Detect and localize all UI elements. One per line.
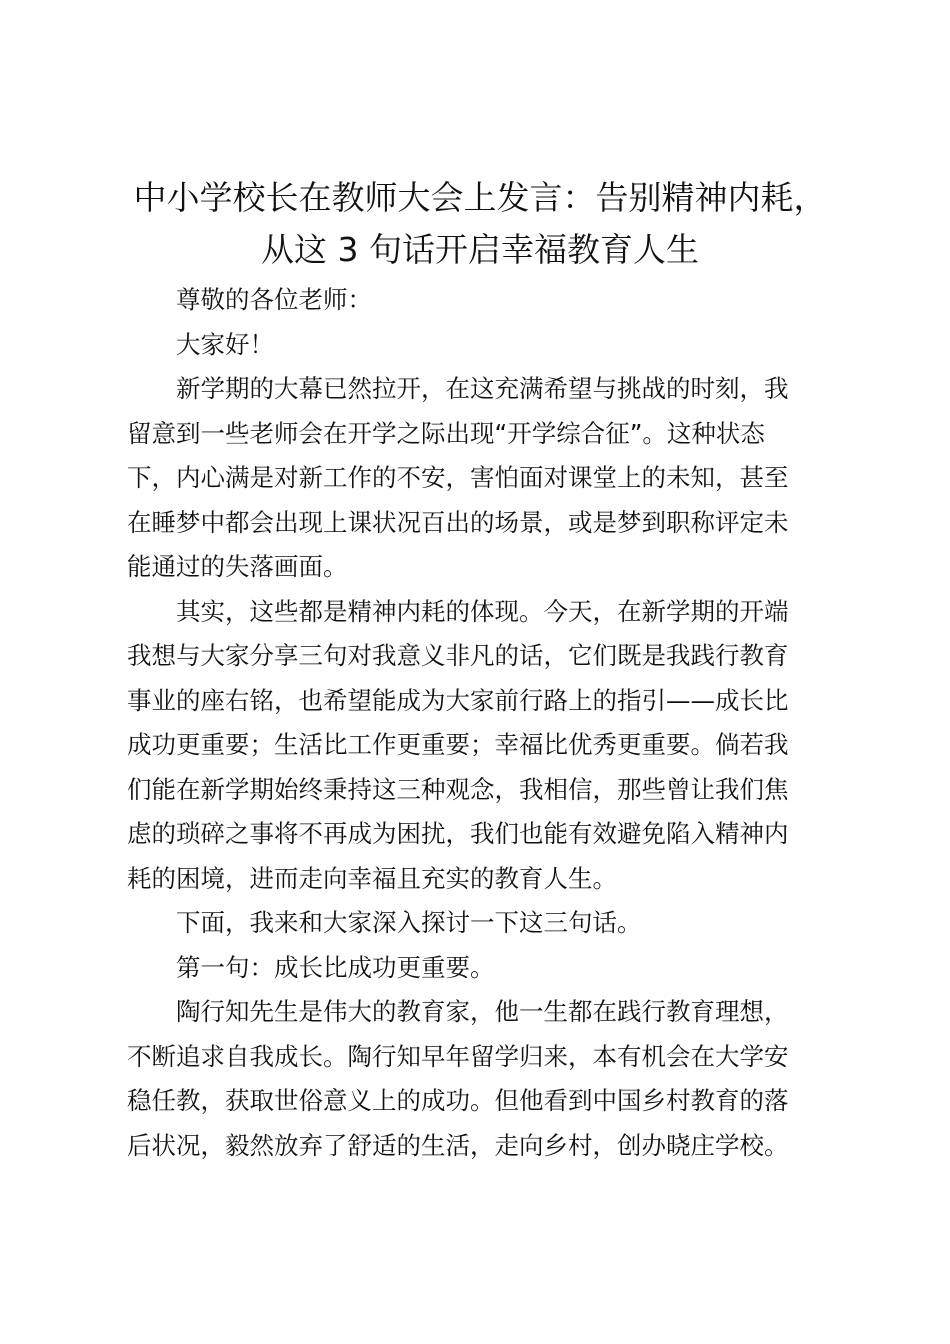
text-line: 后状况，毅然放弃了舒适的生活，走向乡村，创办晓庄学校。	[127, 1130, 789, 1160]
title-line-2: 从这 3 句话开启幸福教育人生	[261, 230, 699, 269]
body-paragraph	[127, 990, 832, 1168]
text-line: 成功更重要；生活比工作更重要；幸福比优秀更重要。倘若我	[127, 730, 789, 759]
title-line-1: 中小学校长在教师大会上发言：告别精神内耗，	[133, 178, 827, 217]
text-line: 下，内心满是对新工作的不安，害怕面对课堂上的未知，甚至	[127, 463, 789, 492]
body-paragraph	[127, 901, 832, 946]
text-line: 我想与大家分享三句对我意义非凡的话，它们既是我践行教育	[127, 641, 789, 670]
text-line: 大家好！	[176, 329, 274, 359]
text-line: 能通过的失落画面。	[127, 552, 348, 581]
text-line: 留意到一些老师会在开学之际出现“开学综合征”。这种状态	[127, 418, 765, 448]
text-line: 稳任教，获取世俗意义上的成功。但他看到中国乡村教育的落	[127, 1086, 789, 1115]
text-line: 陶行知先生是伟大的教育家，他一生都在践行教育理想，	[176, 997, 789, 1026]
text-line: 新学期的大幕已然拉开，在这充满希望与挑战的时刻，我	[176, 374, 789, 403]
text-line: 其实，这些都是精神内耗的体现。今天，在新学期的开端	[176, 596, 789, 626]
document-title	[110, 172, 850, 276]
greeting-paragraph	[127, 323, 832, 368]
salutation-paragraph	[127, 278, 832, 323]
document-body	[127, 278, 832, 1168]
text-line: 尊敬的各位老师：	[176, 285, 372, 314]
text-line: 在睡梦中都会出现上课状况百出的场景，或是梦到职称评定未	[127, 507, 789, 537]
text-line: 第一句：成长比成功更重要。	[176, 952, 495, 982]
text-line: 们能在新学期始终秉持这三种观念，我相信，那些曾让我们焦	[127, 774, 789, 804]
body-paragraph	[127, 367, 832, 590]
body-paragraph	[127, 590, 832, 902]
section-heading-paragraph	[127, 946, 832, 991]
text-line: 下面，我来和大家深入探讨一下这三句话。	[176, 908, 642, 937]
text-line: 耗的困境，进而走向幸福且充实的教育人生。	[127, 863, 617, 893]
text-line: 事业的座右铭，也希望能成为大家前行路上的指引——成长比	[127, 685, 789, 715]
text-line: 不断追求自我成长。陶行知早年留学归来，本有机会在大学安	[127, 1041, 789, 1071]
text-line: 虑的琐碎之事将不再成为困扰，我们也能有效避免陷入精神内	[127, 819, 789, 848]
